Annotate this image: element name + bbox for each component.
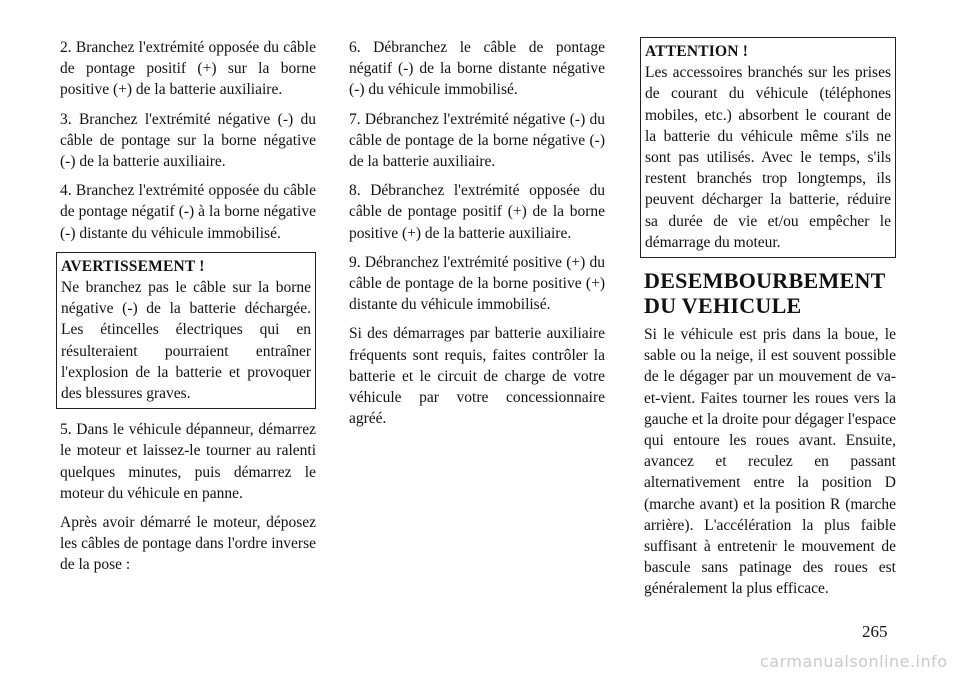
warning-text: Ne branchez pas le câble sur la borne négative (-) de la batterie déchargée. Les étincelles électriques qui en résulteraient pourraient entraîner l'explosion de la batterie et provoquer des blessures graves. xyxy=(61,279,311,403)
step-3-paragraph: 3. Branchez l'extrémité négative (-) du câble de pontage sur la borne négative (-) de la batterie auxiliaire. xyxy=(60,110,316,171)
step-5-paragraph: 5. Dans le véhicule dépanneur, démarrez le moteur et laissez-le tourner au ralenti quelques minutes, puis démarrez le moteur du véhicule en panne. xyxy=(60,421,316,502)
step-8-paragraph: 8. Débranchez l'extrémité opposée du câble de pontage positif (+) de la borne positive (+) de la batterie auxiliaire. xyxy=(349,182,605,242)
step-7-paragraph: 7. Débranchez l'extrémité négative (-) du câble de pontage de la borne négative (-) de la batterie auxiliaire. xyxy=(349,110,605,171)
warning-title: AVERTISSEMENT ! xyxy=(61,257,205,275)
section-heading-line1: DESEMBOURBEMENT xyxy=(644,268,886,294)
step-9-paragraph: 9. Débranchez l'extrémité positive (+) du câble de pontage de la borne positive (+) distante du véhicule immobilisé. xyxy=(349,253,605,314)
page-number: 265 xyxy=(862,622,888,641)
step-4-paragraph: 4. Branchez l'extrémité opposée du câble de pontage négatif (-) à la borne négative (-) distante du véhicule immobilisé. xyxy=(60,182,316,242)
attention-title: ATTENTION ! xyxy=(645,43,749,60)
column-left xyxy=(60,37,316,584)
attention-text: Les accessoires branchés sur les prises de courant du véhicule (téléphones mobiles, etc.) absorbent le courant de la batterie du véhicule même s'ils ne sont pas utilisés. Avec le temps, s'ils restent branchés trop longtemps, ils peuvent décharger la batterie, réduire sa durée de vie et/ou empêcher le démarrage du moteur. xyxy=(645,64,891,251)
step-6-paragraph: 6. Débranchez le câble de pontage négatif (-) de la borne distante négative (-) du véhicule immobilisé. xyxy=(349,39,605,99)
after-start-paragraph: Après avoir démarré le moteur, déposez les câbles de pontage dans l'ordre inverse de la pose : xyxy=(60,514,316,574)
step-2-paragraph: 2. Branchez l'extrémité opposée du câble de pontage positif (+) sur la borne positive (+) de la batterie auxiliaire. xyxy=(60,39,316,99)
watermark: carmanualsonline.info xyxy=(760,652,948,671)
unstuck-paragraph: Si le véhicule est pris dans la boue, le sable ou la neige, il est souvent possible de le dégager par un mouvement de va-et-vient. Faites tourner les roues vers la gauche et la droite pour dégager l'espace qui entoure les roues avant. Ensuite, avancez et reculez en passant alternativement entre la position D (marche avant) et la position R (marche arrière). L'accélération la plus faible suffisant à entretenir le mouvement de bascule sans patinage des roues est généralement la plus efficace. xyxy=(644,326,896,598)
attention-box xyxy=(640,37,896,258)
section-heading xyxy=(644,268,896,318)
column-middle xyxy=(349,37,605,437)
dealer-note-paragraph: Si des démarrages par batterie auxiliaire fréquents sont requis, faites contrôler la batterie et le circuit de charge de votre véhicule par votre concessionnaire agréé. xyxy=(349,325,605,428)
column-right xyxy=(644,37,896,608)
warning-box xyxy=(56,252,316,409)
section-heading-line2: DU VEHICULE xyxy=(644,293,802,319)
